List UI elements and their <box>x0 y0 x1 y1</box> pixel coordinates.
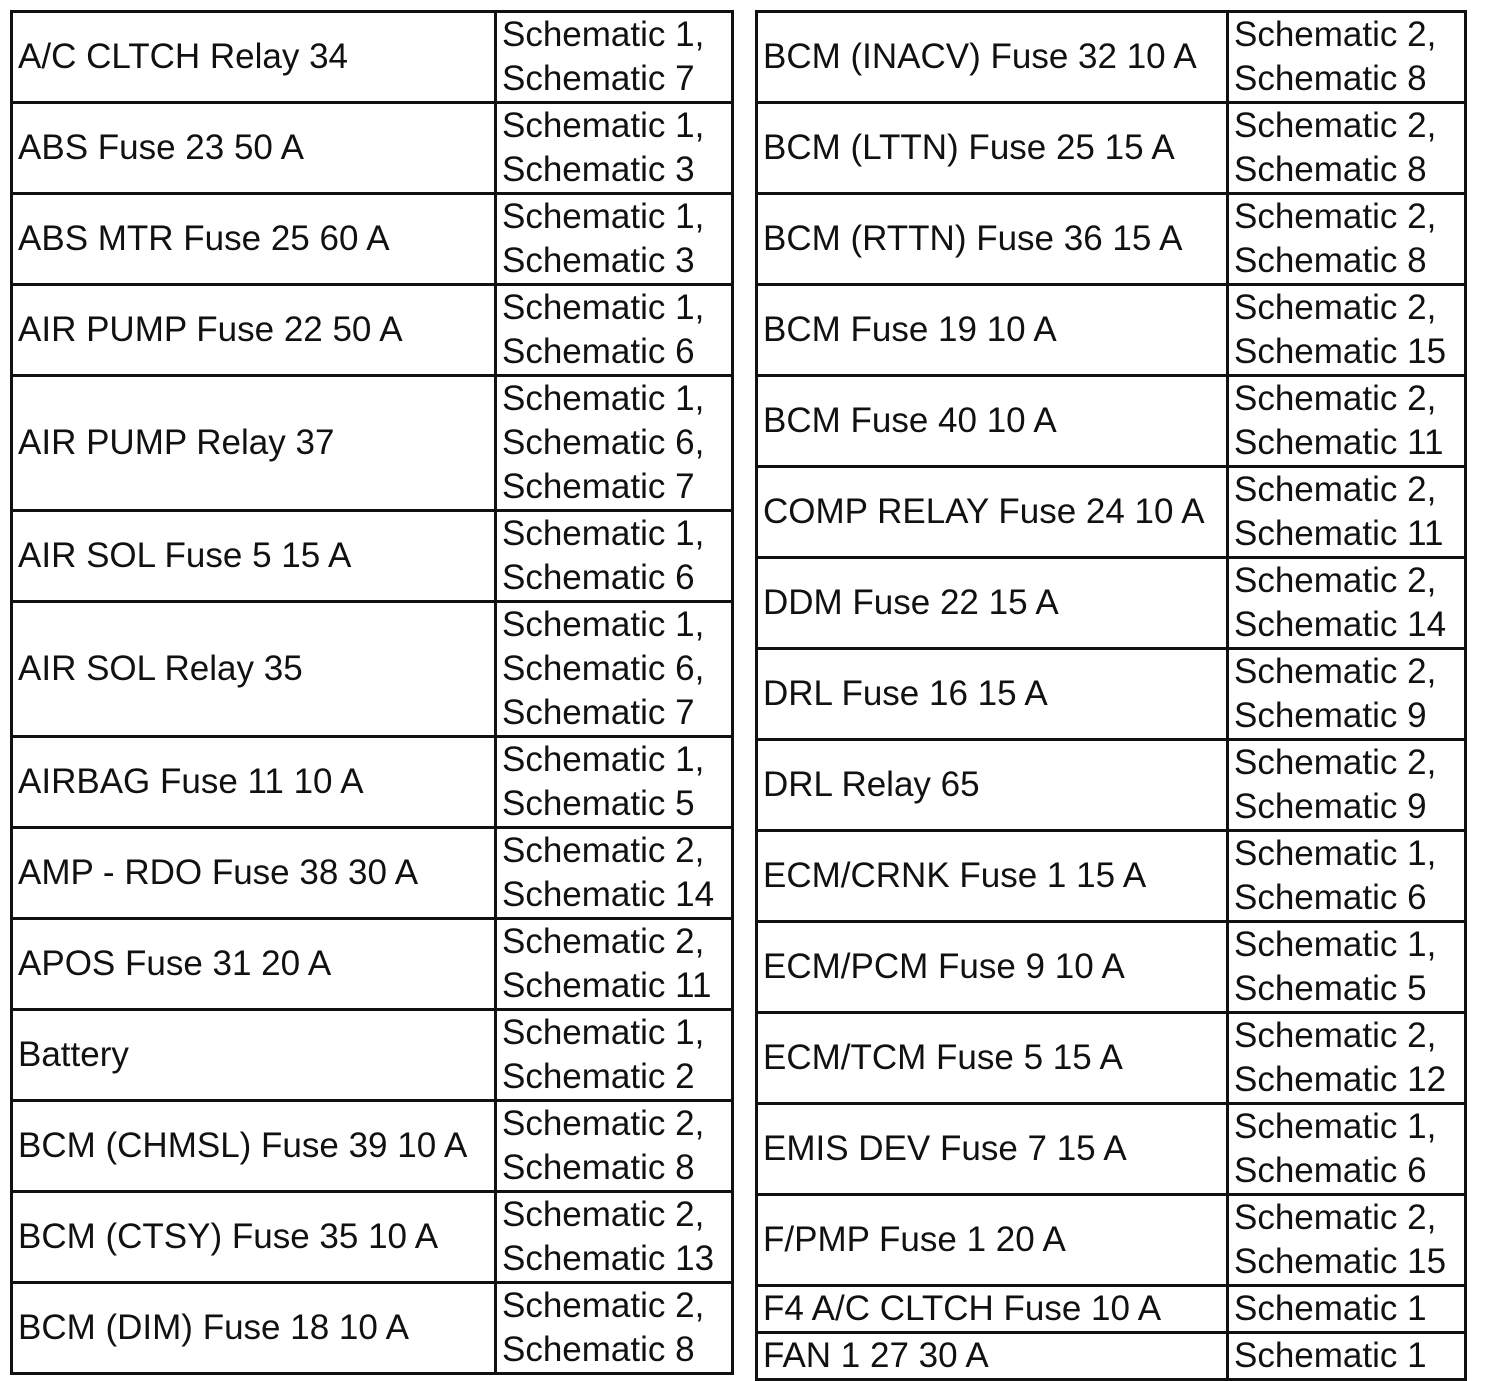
table-row <box>12 1192 733 1283</box>
component-name: BCM (DIM) Fuse 18 10 A <box>12 1283 496 1374</box>
schematic-ref: Schematic 2, <box>502 1195 705 1234</box>
schematic-ref: Schematic 1, <box>1234 834 1437 873</box>
schematic-refs <box>1228 376 1466 467</box>
schematic-ref: Schematic 6 <box>502 332 695 371</box>
schematic-ref: Schematic 2, <box>1234 1198 1437 1237</box>
component-name: BCM (INACV) Fuse 32 10 A <box>757 12 1228 103</box>
schematic-ref: Schematic 7 <box>502 467 695 506</box>
schematic-ref: Schematic 2, <box>1234 379 1437 418</box>
component-name: EMIS DEV Fuse 7 15 A <box>757 1104 1228 1195</box>
component-name: A/C CLTCH Relay 34 <box>12 12 496 103</box>
schematic-refs <box>496 511 733 602</box>
schematic-ref: Schematic 15 <box>1234 332 1447 371</box>
schematic-ref: Schematic 2, <box>1234 106 1437 145</box>
table-row <box>12 511 733 602</box>
component-name: BCM (LTTN) Fuse 25 15 A <box>757 103 1228 194</box>
component-index-table-left <box>10 10 734 1375</box>
component-name: ECM/TCM Fuse 5 15 A <box>757 1013 1228 1104</box>
component-name: F/PMP Fuse 1 20 A <box>757 1195 1228 1286</box>
schematic-ref: Schematic 11 <box>1234 514 1444 553</box>
component-name: APOS Fuse 31 20 A <box>12 919 496 1010</box>
schematic-ref: Schematic 1, <box>1234 925 1437 964</box>
component-name: AIR SOL Relay 35 <box>12 602 496 737</box>
schematic-ref: Schematic 2, <box>502 1286 705 1325</box>
table-row <box>757 103 1466 194</box>
schematic-ref: Schematic 2, <box>1234 470 1437 509</box>
schematic-refs <box>1228 194 1466 285</box>
component-name: DRL Fuse 16 15 A <box>757 649 1228 740</box>
component-name: FAN 1 27 30 A <box>757 1333 1228 1380</box>
schematic-ref: Schematic 8 <box>1234 241 1427 280</box>
table-row <box>757 649 1466 740</box>
component-name: Battery <box>12 1010 496 1101</box>
table-row <box>12 103 733 194</box>
component-name: BCM (CHMSL) Fuse 39 10 A <box>12 1101 496 1192</box>
schematic-ref: Schematic 1, <box>502 288 705 327</box>
schematic-ref: Schematic 2, <box>1234 1016 1437 1055</box>
schematic-refs <box>496 12 733 103</box>
component-name: ABS Fuse 23 50 A <box>12 103 496 194</box>
table-row <box>757 12 1466 103</box>
component-name: ECM/CRNK Fuse 1 15 A <box>757 831 1228 922</box>
schematic-refs <box>496 1101 733 1192</box>
table-row <box>757 1333 1466 1380</box>
component-name: BCM (RTTN) Fuse 36 15 A <box>757 194 1228 285</box>
schematic-ref: Schematic 1, <box>502 197 705 236</box>
table-row <box>12 602 733 737</box>
schematic-ref: Schematic 11 <box>502 966 712 1005</box>
schematic-refs <box>496 1283 733 1374</box>
schematic-refs <box>1228 1013 1466 1104</box>
schematic-ref: Schematic 2, <box>1234 743 1437 782</box>
table-row <box>12 737 733 828</box>
schematic-ref: Schematic 11 <box>1234 423 1444 462</box>
table-row <box>757 1104 1466 1195</box>
component-index-table-right <box>755 10 1467 1381</box>
schematic-refs <box>1228 922 1466 1013</box>
schematic-refs <box>1228 1286 1466 1333</box>
component-name: BCM Fuse 19 10 A <box>757 285 1228 376</box>
schematic-refs <box>496 376 733 511</box>
schematic-ref: Schematic 1, <box>502 514 705 553</box>
schematic-refs <box>1228 558 1466 649</box>
schematic-ref: Schematic 2, <box>502 922 705 961</box>
table-row <box>757 922 1466 1013</box>
component-name: F4 A/C CLTCH Fuse 10 A <box>757 1286 1228 1333</box>
table-row <box>12 285 733 376</box>
schematic-refs <box>1228 1195 1466 1286</box>
table-row <box>12 828 733 919</box>
schematic-refs <box>496 285 733 376</box>
table-row <box>757 1195 1466 1286</box>
schematic-refs <box>1228 831 1466 922</box>
table-row <box>757 831 1466 922</box>
schematic-ref: Schematic 6, <box>502 423 705 462</box>
schematic-ref: Schematic 7 <box>502 693 695 732</box>
schematic-ref: Schematic 2, <box>1234 197 1437 236</box>
schematic-refs <box>1228 740 1466 831</box>
table-row <box>12 919 733 1010</box>
schematic-refs <box>1228 12 1466 103</box>
table-row <box>12 1010 733 1101</box>
component-name: ECM/PCM Fuse 9 10 A <box>757 922 1228 1013</box>
schematic-ref: Schematic 14 <box>502 875 715 914</box>
schematic-ref: Schematic 2, <box>502 831 705 870</box>
schematic-ref: Schematic 2, <box>502 1104 705 1143</box>
schematic-ref: Schematic 2, <box>1234 561 1437 600</box>
table-row <box>757 194 1466 285</box>
schematic-refs <box>1228 285 1466 376</box>
table-row <box>12 1283 733 1374</box>
schematic-ref: Schematic 8 <box>1234 150 1427 189</box>
table-row <box>12 376 733 511</box>
schematic-refs <box>1228 103 1466 194</box>
table-row <box>757 558 1466 649</box>
table-row <box>757 285 1466 376</box>
component-name: AMP - RDO Fuse 38 30 A <box>12 828 496 919</box>
schematic-ref: Schematic 2, <box>1234 652 1437 691</box>
schematic-ref: Schematic 8 <box>502 1148 695 1187</box>
schematic-ref: Schematic 6 <box>502 558 695 597</box>
schematic-refs <box>1228 1333 1466 1380</box>
component-name: AIR PUMP Fuse 22 50 A <box>12 285 496 376</box>
component-name: AIR SOL Fuse 5 15 A <box>12 511 496 602</box>
component-name: DRL Relay 65 <box>757 740 1228 831</box>
schematic-refs <box>1228 1104 1466 1195</box>
schematic-ref: Schematic 5 <box>1234 969 1427 1008</box>
table-row <box>757 1286 1466 1333</box>
table-row <box>757 467 1466 558</box>
schematic-refs <box>496 737 733 828</box>
table-row <box>757 376 1466 467</box>
schematic-ref: Schematic 14 <box>1234 605 1447 644</box>
schematic-refs <box>496 194 733 285</box>
table-row <box>12 1101 733 1192</box>
schematic-ref: Schematic 8 <box>1234 59 1427 98</box>
schematic-ref: Schematic 1, <box>502 1013 705 1052</box>
component-name: AIRBAG Fuse 11 10 A <box>12 737 496 828</box>
schematic-ref: Schematic 15 <box>1234 1242 1447 1281</box>
schematic-ref: Schematic 12 <box>1234 1060 1447 1099</box>
table-row <box>12 194 733 285</box>
schematic-ref: Schematic 1, <box>502 740 705 779</box>
component-name: AIR PUMP Relay 37 <box>12 376 496 511</box>
schematic-ref: Schematic 2, <box>1234 15 1437 54</box>
component-name: DDM Fuse 22 15 A <box>757 558 1228 649</box>
schematic-refs <box>496 103 733 194</box>
schematic-ref: Schematic 7 <box>502 59 695 98</box>
schematic-refs <box>1228 649 1466 740</box>
schematic-ref: Schematic 5 <box>502 784 695 823</box>
schematic-refs <box>496 919 733 1010</box>
table-row <box>757 740 1466 831</box>
schematic-ref: Schematic 3 <box>502 150 695 189</box>
schematic-ref: Schematic 6 <box>1234 1151 1427 1190</box>
schematic-ref: Schematic 1 <box>1234 1289 1427 1328</box>
schematic-ref: Schematic 9 <box>1234 696 1427 735</box>
schematic-ref: Schematic 1, <box>502 605 705 644</box>
schematic-refs <box>496 1192 733 1283</box>
component-name: BCM (CTSY) Fuse 35 10 A <box>12 1192 496 1283</box>
schematic-ref: Schematic 1, <box>502 379 705 418</box>
schematic-ref: Schematic 13 <box>502 1239 715 1278</box>
schematic-ref: Schematic 1, <box>502 106 705 145</box>
schematic-ref: Schematic 3 <box>502 241 695 280</box>
schematic-refs <box>496 602 733 737</box>
schematic-ref: Schematic 8 <box>502 1330 695 1369</box>
schematic-refs <box>496 1010 733 1101</box>
schematic-ref: Schematic 2, <box>1234 288 1437 327</box>
table-row <box>12 12 733 103</box>
component-name: COMP RELAY Fuse 24 10 A <box>757 467 1228 558</box>
schematic-ref: Schematic 6, <box>502 649 705 688</box>
component-name: BCM Fuse 40 10 A <box>757 376 1228 467</box>
table-row <box>757 1013 1466 1104</box>
schematic-ref: Schematic 1 <box>1234 1336 1427 1375</box>
schematic-refs <box>496 828 733 919</box>
schematic-ref: Schematic 2 <box>502 1057 695 1096</box>
component-name: ABS MTR Fuse 25 60 A <box>12 194 496 285</box>
schematic-ref: Schematic 9 <box>1234 787 1427 826</box>
schematic-ref: Schematic 1, <box>502 15 705 54</box>
schematic-ref: Schematic 1, <box>1234 1107 1437 1146</box>
schematic-refs <box>1228 467 1466 558</box>
schematic-ref: Schematic 6 <box>1234 878 1427 917</box>
